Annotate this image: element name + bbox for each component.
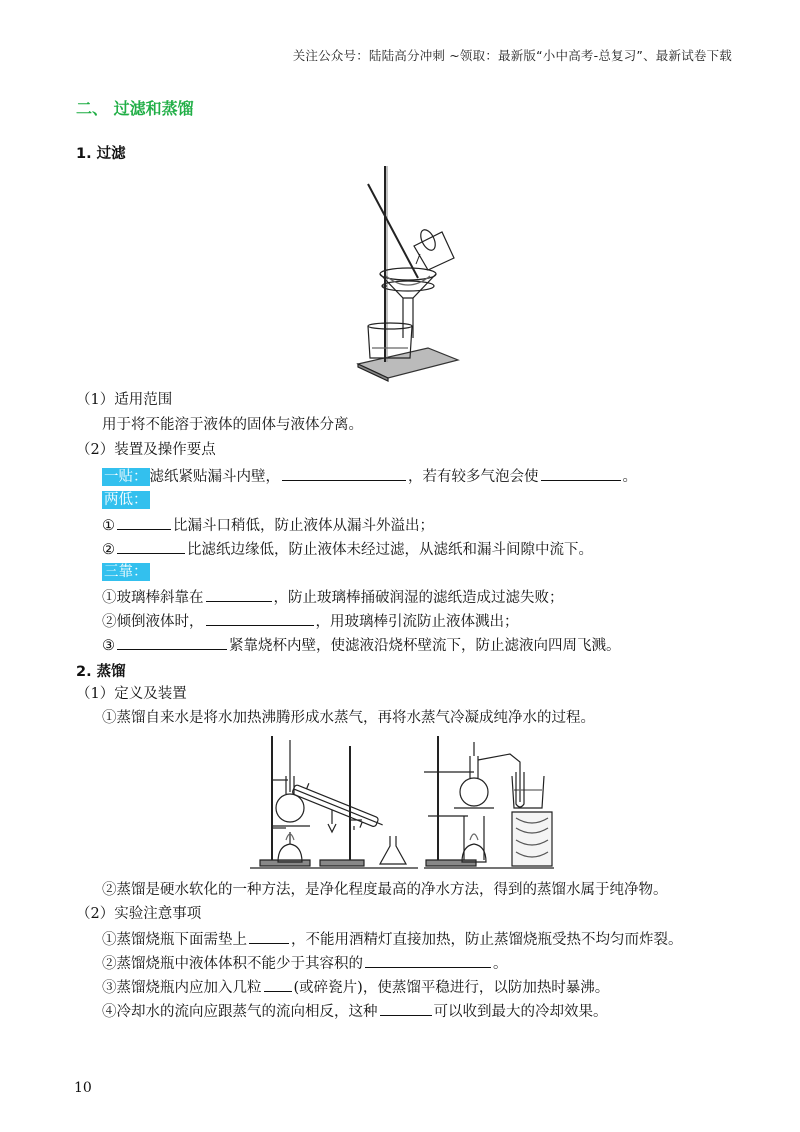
blank-1[interactable] [282,465,406,481]
blank-8[interactable] [249,928,289,944]
filter-title: 1. 过滤 [76,146,126,162]
sankao-item-1: ①玻璃棒斜靠在 ，防止玻璃棒捅破润湿的滤纸造成过滤失败； [102,586,564,608]
blank-2[interactable] [541,465,621,481]
note-2: ②蒸馏烧瓶中液体体积不能少于其容积的 。 [102,952,508,974]
blank-3[interactable] [117,514,171,530]
note-1: ①蒸馏烧瓶下面需垫上 ，不能用酒精灯直接加热，防止蒸馏烧瓶受热不均匀而炸裂。 [102,928,683,950]
blank-10[interactable] [264,976,292,992]
filter-scope-heading: （1）适用范围 [76,392,173,408]
filtration-apparatus-figure [340,166,470,382]
blank-9[interactable] [365,952,491,968]
sankao-item-3: ③ 紧靠烧杯内壁，使滤液沿烧杯壁流下，防止滤液向四周飞溅。 [102,634,621,656]
section-title: 二、 过滤和蒸馏 [76,99,194,118]
blank-4[interactable] [117,538,185,554]
blank-7[interactable] [117,634,227,650]
filter-device-heading: （2）装置及操作要点 [76,442,216,458]
liangdi-item-2: ② 比滤纸边缘低，防止液体未经过滤，从滤纸和漏斗间隙中流下。 [102,538,593,560]
sankao-tag: 三靠： [104,564,148,580]
blank-6[interactable] [206,610,314,626]
page-number: 10 [74,1080,92,1096]
yitie-line: 一贴： 滤纸紧贴漏斗内壁， ，若有较多气泡会使 。 [102,465,637,487]
distillation-apparatus-figure-2 [424,732,558,872]
distill-def-heading: （1）定义及装置 [76,686,187,702]
liangdi-item-1: ① 比漏斗口稍低，防止液体从漏斗外溢出； [102,514,434,536]
filter-scope-text: 用于将不能溶于液体的固体与液体分离。 [102,417,363,433]
page-header: 关注公众号：陆陆高分冲刺 ~领取：最新版“小中高考-总复习”、最新试卷下载 [292,48,732,63]
sankao-item-2: ②倾倒液体时， ，用玻璃棒引流防止液体溅出； [102,610,519,632]
sankao-line [102,562,150,582]
distill-def-text: ①蒸馏自来水是将水加热沸腾形成水蒸气，再将水蒸气冷凝成纯净水的过程。 [102,710,595,726]
note-3: ③蒸馏烧瓶内应加入几粒 (或碎瓷片)，使蒸馏平稳进行，以防加热时暴沸。 [102,976,609,998]
blank-11[interactable] [380,1000,432,1016]
note-4: ④冷却水的流向应跟蒸气的流向相反，这种 可以收到最大的冷却效果。 [102,1000,608,1022]
liangdi-line [102,490,150,510]
distill-notes-heading: （2）实验注意事项 [76,906,202,922]
distillation-apparatus-figure [250,732,420,872]
liangdi-tag: 两低： [104,492,148,508]
blank-5[interactable] [206,586,272,602]
yitie-tag: 一贴： [104,469,148,485]
distill-def-text2: ②蒸馏是硬水软化的一种方法，是净化程度最高的净水方法，得到的蒸馏水属于纯净物。 [102,882,668,898]
distill-title: 2. 蒸馏 [76,664,126,680]
